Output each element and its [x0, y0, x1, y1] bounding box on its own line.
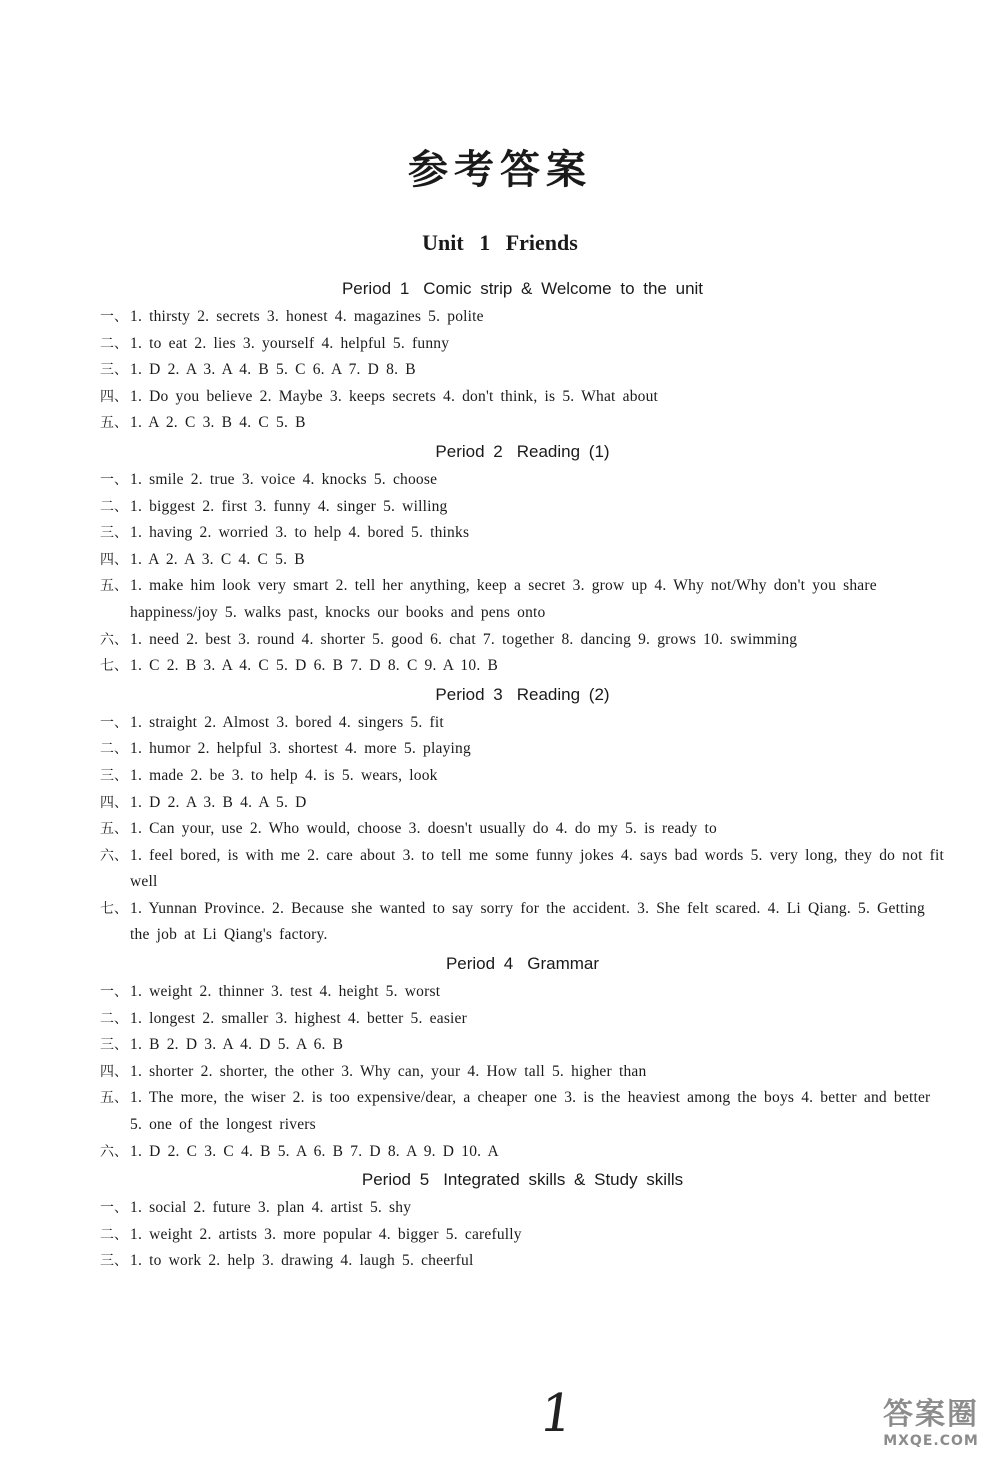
period-heading [100, 1165, 945, 1195]
period-heading [100, 949, 945, 979]
answer-row [100, 304, 945, 331]
answer-row [100, 520, 945, 547]
exercise-number: 五、 [100, 415, 128, 432]
answer-row [100, 790, 945, 817]
answer-text: 1. Do you believe 2. Maybe 3. keeps secrets 4. don't think, is 5. What about [130, 387, 659, 405]
exercise-number: 一、 [100, 309, 128, 325]
exercise-number: 四、 [100, 1063, 128, 1080]
answer-text: 1. Can your, use 2. Who would, choose 3. doesn't usually do 4. do my 5. is ready to [130, 820, 717, 838]
period-label: Period 5 [361, 1170, 430, 1190]
period-heading [100, 680, 945, 710]
period-topic: Grammar [527, 954, 600, 974]
page-number: 1 [535, 1384, 578, 1444]
answer-row [100, 843, 945, 896]
answer-row [100, 710, 945, 737]
answer-text: 1. smile 2. true 3. voice 4. knocks 5. choose [130, 470, 438, 488]
answer-row [100, 1248, 945, 1275]
unit-title: Unit 1 Friends [422, 230, 578, 255]
answer-content [100, 274, 945, 1275]
answer-text: 1. to eat 2. lies 3. yourself 4. helpful 5. funny [130, 334, 450, 352]
answer-text: 1. weight 2. artists 3. more popular 4. bigger 5. carefully [130, 1225, 522, 1243]
answer-row [100, 357, 945, 384]
answer-text: 1. longest 2. smaller 3. highest 4. better 5. easier [130, 1009, 467, 1027]
exercise-number: 五、 [100, 821, 128, 838]
period-topic: Integrated skills & Study skills [443, 1170, 684, 1190]
answer-row [100, 627, 945, 654]
period-label: Period 4 [445, 954, 514, 974]
answer-text: 1. straight 2. Almost 3. bored 4. singers 5. fit [130, 713, 444, 731]
exercise-number: 四、 [100, 551, 128, 568]
watermark-url: MXQE.COM [883, 1433, 979, 1449]
exercise-number: 四、 [100, 794, 128, 811]
answer-row [100, 1222, 945, 1249]
answer-row [100, 494, 945, 521]
answer-row [100, 547, 945, 574]
answer-text: 1. weight 2. thinner 3. test 4. height 5. worst [130, 983, 441, 1001]
answer-text: 1. shorter 2. shorter, the other 3. Why can, your 4. How tall 5. higher than [130, 1062, 647, 1080]
exercise-number: 六、 [100, 631, 128, 648]
answer-text: 1. D 2. C 3. C 4. B 5. A 6. B 7. D 8. A 9. D 10. A [130, 1142, 499, 1160]
exercise-number: 五、 [100, 578, 128, 595]
answer-row [100, 896, 945, 949]
answer-row [100, 1085, 945, 1138]
watermark-logo-text: 答案圈 [883, 1397, 979, 1432]
answer-text: 1. D 2. A 3. B 4. A 5. D [130, 793, 307, 811]
answer-row [100, 573, 945, 626]
answer-row [100, 1006, 945, 1033]
exercise-number: 二、 [100, 741, 128, 758]
exercise-number: 一、 [100, 714, 128, 731]
period-topic: Reading (1) [516, 441, 610, 461]
exercise-number: 七、 [100, 658, 128, 675]
answer-text: 1. D 2. A 3. A 4. B 5. C 6. A 7. D 8. B [130, 361, 416, 379]
answer-text: 1. to work 2. help 3. drawing 4. laugh 5. cheerful [130, 1252, 474, 1270]
answer-row [100, 1139, 945, 1166]
answer-row [100, 736, 945, 763]
page-title: 参考答案 [408, 147, 592, 193]
exercise-number: 六、 [100, 847, 128, 864]
exercise-number: 三、 [100, 1037, 128, 1054]
answer-text: 1. B 2. D 3. A 4. D 5. A 6. B [130, 1036, 344, 1054]
exercise-number: 六、 [100, 1143, 128, 1160]
answer-text: 1. A 2. A 3. C 4. C 5. B [130, 550, 305, 568]
period-label: Period 3 [435, 684, 503, 704]
answer-row [100, 1032, 945, 1059]
period-topic: Comic strip & Welcome to the unit [423, 279, 704, 298]
answer-text: 1. having 2. worried 3. to help 4. bored 5. thinks [130, 524, 470, 542]
watermark-logo [876, 1389, 986, 1449]
exercise-number: 二、 [100, 1226, 128, 1243]
exercise-number: 一、 [100, 471, 128, 488]
answer-text: 1. make him look very smart 2. tell her anything, keep a secret 3. grow up 4. Why not/Why don't you share happiness/joy 5. walks past, knocks our books and pens onto [130, 577, 877, 621]
exercise-number: 四、 [100, 388, 128, 405]
exercise-number: 三、 [100, 767, 128, 784]
exercise-number: 三、 [100, 1253, 128, 1270]
answer-text: 1. humor 2. helpful 3. shortest 4. more 5. playing [130, 740, 471, 758]
answer-row [100, 763, 945, 790]
exercise-number: 二、 [100, 1010, 128, 1027]
answer-text: 1. need 2. best 3. round 4. shorter 5. good 6. chat 7. together 8. dancing 9. grows 10. swimming [130, 630, 798, 648]
exercise-number: 七、 [100, 900, 128, 917]
answer-row [100, 410, 945, 437]
answer-text: 1. feel bored, is with me 2. care about 3. to tell me some funny jokes 4. says bad words 5. very long, they do not fit well [130, 846, 945, 891]
period-label: Period 1 [341, 279, 410, 298]
answer-text: 1. thirsty 2. secrets 3. honest 4. magazines 5. polite [130, 308, 484, 325]
answer-text: 1. social 2. future 3. plan 4. artist 5. shy [130, 1199, 412, 1217]
answer-row [100, 1195, 945, 1222]
answer-row [100, 979, 945, 1006]
period-label: Period 2 [435, 441, 503, 461]
answer-text: 1. Yunnan Province. 2. Because she wanted to say sorry for the accident. 3. She felt scared. 4. Li Qiang. 5. Getting the job at Li Qiang's factory. [130, 899, 925, 944]
exercise-number: 二、 [100, 498, 128, 515]
answer-text: 1. made 2. be 3. to help 4. is 5. wears, look [130, 766, 438, 784]
period-heading [100, 437, 945, 467]
answer-row [100, 331, 945, 358]
exercise-number: 二、 [100, 335, 128, 352]
exercise-number: 一、 [100, 984, 128, 1001]
exercise-number: 三、 [100, 362, 128, 379]
answer-text: 1. The more, the wiser 2. is too expensive/dear, a cheaper one 3. is the heaviest among the boys 4. better and better 5. one of the longest rivers [130, 1089, 931, 1134]
answer-text: 1. A 2. C 3. B 4. C 5. B [130, 414, 306, 432]
answer-row [100, 384, 945, 411]
answer-text: 1. C 2. B 3. A 4. C 5. D 6. B 7. D 8. C 9. A 10. B [130, 657, 499, 675]
answer-row [100, 1059, 945, 1086]
answer-row [100, 653, 945, 680]
answer-row [100, 467, 945, 494]
exercise-number: 五、 [100, 1090, 128, 1107]
exercise-number: 一、 [100, 1200, 128, 1217]
period-topic: Reading (2) [516, 684, 610, 704]
answer-text: 1. biggest 2. first 3. funny 4. singer 5. willing [130, 497, 448, 515]
period-heading [100, 274, 945, 304]
answer-row [100, 816, 945, 843]
exercise-number: 三、 [100, 525, 128, 542]
